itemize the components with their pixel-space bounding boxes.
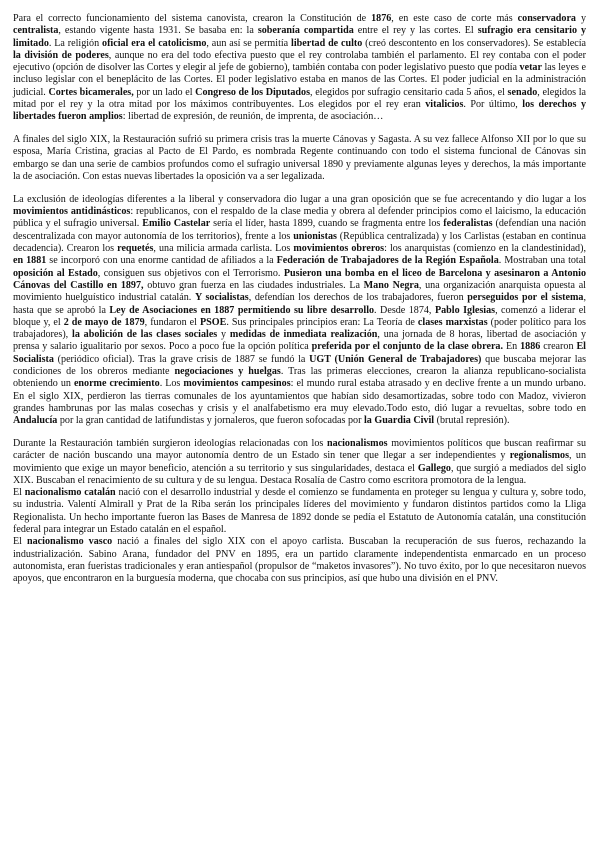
- text-run: por un lado el: [133, 86, 196, 98]
- text-run: , una milicia armada carlista. Los: [153, 243, 294, 255]
- bold-text: clases marxistas: [417, 316, 488, 328]
- text-run: sería el líder, hasta 1899, cuando se fragmenta entre los: [210, 218, 444, 230]
- bold-text: perseguidos por el sistema: [467, 292, 584, 304]
- text-run: y: [575, 13, 586, 24]
- text-run: , en este caso de corte más: [391, 13, 518, 24]
- text-run: nació con el desarrollo industrial y desde el comienzo se fundamenta en proteger su lengua y cultura y, sobre todo, su industria. Valentí Almirall y Prat de la Riba serán los principales líderes del movimiento y fundaron distintos partidos como la Lliga Regionalista. Un hecho importante fueron las Bases de Manresa de 1892 donde se pedía el Estatuto de Autonomía catalán, una constitución federal para integrar un Estado catalán en el español.: [13, 487, 586, 536]
- text-run: (defendían una nación descentralizada con mayor autonomía de los territorios), frente a los: [13, 218, 586, 242]
- paragraph: [13, 134, 586, 183]
- text-run: las leyes e incluso legislar con el beneplácito de las Cortes. El poder legislativo estaba en manos de las Cortes. El poder judicial en la administración judicial.: [13, 62, 586, 98]
- bold-text: federalistas: [443, 218, 493, 230]
- bold-text: oficial era el catolicismo: [102, 37, 207, 49]
- text-run: se incorporó con una enorme cantidad de afiliados a la: [46, 255, 277, 267]
- text-run: crearon: [540, 341, 577, 353]
- document-page: [13, 13, 586, 586]
- bold-text: El Socialista: [13, 341, 586, 365]
- text-run: , una organización anarquista opuesta al movimiento huelguístico industrial catalán.: [13, 279, 586, 304]
- bold-text: Federación de Trabajadores de la Región Española: [276, 255, 499, 267]
- bold-text: Congreso de los Diputados: [195, 86, 311, 98]
- bold-text: 1876: [371, 13, 392, 24]
- bold-text: preferida por el conjunto de la clase obrera.: [311, 341, 503, 353]
- text-run: , consiguen sus objetivos con el Terrorismo.: [97, 267, 284, 279]
- bold-text: la Guardia Civil: [363, 415, 435, 427]
- text-run: , hasta que se aprobó la: [13, 292, 586, 316]
- text-run: , aun así se permitía: [206, 37, 292, 49]
- bold-text: regionalismos: [509, 450, 570, 462]
- bold-text: nacionalismo vasco: [27, 536, 113, 548]
- bold-text: Pablo Iglesias: [434, 304, 496, 316]
- paragraph: [13, 438, 586, 487]
- text-run: que buscaba mejorar las condiciones de los obreros mediante: [13, 353, 586, 378]
- bold-text: conservadora: [517, 13, 576, 24]
- text-run: , elegidos por sufragio censitario cada 5 años, el: [310, 86, 508, 98]
- text-run: (periódico oficial). Tras la grave crisis de 1887 se fundó la: [53, 353, 310, 365]
- text-run: , una jornada de 8 horas, libertad de asociación y prensa y salario igualitario por sexos. Poco a poco fue la opción política: [13, 329, 586, 353]
- text-run: : el mundo rural estaba atrasado y en declive frente a un mundo urbano. En el siglo XIX, perdieron las tierras comunales de los ayuntamientos que habían sido desamortizadas, sobre todo con Madoz, vivieron grandes hambrunas por las malas cosechas y crisis y el analfabetismo era muy elevado.Todo esto, dió lugar a revueltas, sobre todo en: [13, 378, 586, 414]
- text-run: . Mostraban una total: [498, 255, 587, 267]
- text-run: . Sus principales principios eran: La Teoría de: [226, 316, 418, 328]
- text-run: obtuvo gran fuerza en las ciudades industriales. La: [143, 279, 364, 291]
- text-run: El: [13, 487, 25, 499]
- text-run: entre el rey y las cortes. El: [353, 25, 478, 37]
- bold-text: Gallego: [417, 462, 451, 474]
- text-run: , un movimiento que exige un mayor beneficio, atención a su territorio y sus singularidades, destaca el: [13, 450, 587, 474]
- text-run: , defendían los derechos de los trabajadores, fueron: [248, 292, 468, 304]
- text-run: (brutal represión).: [434, 415, 510, 427]
- text-run: , comenzó a liderar el bloque y, el: [13, 304, 587, 328]
- text-run: movimientos políticos que buscan reafirmar su carácter de nación buscando una mayor autonomía dentro de un Estado sin tener que llegar a ser independientes y: [13, 438, 586, 462]
- text-run: . Por último,: [463, 99, 523, 111]
- bold-text: movimientos obreros: [293, 243, 385, 255]
- bold-text: UGT (Unión General de Trabajadores): [309, 353, 482, 365]
- bold-text: la abolición de las clases sociales: [72, 329, 218, 341]
- bold-text: Y socialistas: [194, 292, 249, 304]
- bold-text: nacionalismos: [326, 438, 388, 449]
- bold-text: movimientos antidinásticos: [13, 206, 131, 218]
- text-run: nació a finales del siglo XIX con el apoyo carlista. Buscaban la recuperación de sus fueros, rechazando la industrialización. Sabino Arana, fundador del PNV en 1895, era un partido claramente independentista enmarcado en un proceso autonomista, eran fueristas tradicionales y eran antiespañol (propulsor de “maketos invasores”). No tuvo éxito, por lo que necesitaron nuevos apoyos, que encontraron en la burguesía moderna, que chocaba con sus principios, así que hubo una división en el PNV.: [13, 536, 587, 585]
- text-run: : los anarquistas (comienzo en la clandestinidad),: [384, 243, 586, 255]
- text-run: La exclusión de ideologías diferentes a la liberal y conservadora dio lugar a una gran oposición que se fue acrecentando y dio lugar a los: [13, 193, 586, 205]
- text-run: : libertad de expresión, de reunión, de imprenta, de asociación…: [122, 111, 384, 123]
- paragraph: [13, 194, 586, 428]
- paragraph: [13, 13, 586, 124]
- paragraph: [13, 487, 586, 536]
- bold-text: 1886: [520, 341, 541, 353]
- text-run: , aunque no era del todo efectiva puesto que el rey controlaba también el parlamento. El rey contaba con el poder ejecutivo (opción de disolver las Cortes y elegir al jefe de gobierno), también contaba con poder legislativo puesto que podía: [13, 49, 586, 74]
- bold-text: senado: [507, 86, 538, 98]
- text-run: . Los: [159, 378, 184, 390]
- text-run: . Tras las primeras elecciones, crearon la alianza republicano-socialista obteniendo un: [13, 366, 587, 390]
- bold-text: Andalucía: [13, 415, 58, 427]
- bold-text: libertad de culto: [291, 37, 363, 49]
- bold-text: Cortes bicamerales,: [48, 86, 134, 98]
- bold-text: negociaciones y huelgas: [174, 366, 281, 378]
- text-run: . Desde 1874,: [374, 304, 435, 316]
- text-run: y: [217, 329, 230, 341]
- bold-text: nacionalismo catalán: [24, 487, 116, 499]
- text-run: (poder político para los trabajadores),: [13, 316, 586, 341]
- bold-text: unionistas: [293, 230, 337, 242]
- bold-text: vitalicios: [425, 99, 464, 111]
- bold-text: medidas de inmediata realización: [229, 329, 378, 341]
- bold-text: oposición al Estado: [13, 267, 98, 279]
- bold-text: enorme crecimiento: [73, 378, 160, 390]
- bold-text: en 1881: [13, 255, 47, 267]
- bold-text: 2 de mayo de 1879: [63, 316, 145, 328]
- bold-text: centralista: [13, 25, 59, 37]
- text-run: por la gran cantidad de latifundistas y jornaleros, que fueron sofocadas por: [57, 415, 364, 427]
- bold-text: sufragio era censitario y limitado: [13, 25, 587, 49]
- bold-text: PSOE: [199, 316, 227, 328]
- bold-text: la división de poderes: [13, 49, 109, 61]
- bold-text: Emilio Castelar: [142, 218, 211, 230]
- text-run: . La religión: [48, 37, 103, 49]
- text-run: , estando vigente hasta 1931. Se basaba en: la: [58, 25, 258, 37]
- bold-text: requetés: [117, 243, 154, 255]
- text-run: Para el correcto funcionamiento del sistema canovista, crearon la Constitución de: [13, 13, 372, 24]
- bold-text: movimientos campesinos: [183, 378, 291, 390]
- bold-text: vetar: [519, 62, 542, 74]
- bold-text: Mano Negra: [363, 279, 419, 291]
- text-run: (República centralizada) y los Carlistas (estaban en continua decadencia). Crearon los: [13, 230, 586, 255]
- text-run: A finales del siglo XIX, la Restauración sufrió su primera crisis tras la muerte Cánovas y Sagasta. A su vez fallece Alfonso XII por lo que su esposa, María Cristina, gracias al Pacto de El Pardo, es nombrada Regente continuando con todo el sistema funcional de Cánovas sin embargo se dan una serie de cambios profundos como el sufragio universal 1890 y previamente algunas leyes y derechos, la más importante la de asociación. Con estas nuevas libertades la oposición va a ser legalizada.: [13, 134, 586, 183]
- text-run: En: [503, 341, 521, 353]
- text-run: Durante la Restauración también surgieron ideologías relacionadas con los: [13, 438, 327, 449]
- bold-text: los derechos y libertades fueron amplios: [13, 99, 586, 123]
- text-run: , elegidos la mitad por el rey y la otra mitad por los máximos contribuyentes. Los elegidos por el rey eran: [13, 86, 587, 111]
- bold-text: Ley de Asociaciones en 1887 permitiendo su libre desarrollo: [109, 304, 375, 316]
- paragraph: [13, 536, 586, 585]
- text-run: (creó descontento en los conservadores). Se establecía: [362, 37, 587, 49]
- text-run: , fundaron el: [144, 316, 200, 328]
- bold-text: Pusieron una bomba en el liceo de Barcelona y asesinaron a Antonio Cánovas del Castillo en 1897,: [13, 267, 587, 291]
- text-run: : republicanos, con el respaldo de la clase media y obrera al defender principios como el laicismo, la educación pública y el sufragio universal.: [13, 206, 586, 230]
- text-run: El: [13, 536, 27, 548]
- bold-text: soberanía compartida: [257, 25, 354, 37]
- text-run: , que surgió a mediados del siglo XIX. Buscaban el renacimiento de su cultura y de su lengua. Destaca Rosalía de Castro como escritora promotora de la lengua.: [13, 462, 586, 486]
